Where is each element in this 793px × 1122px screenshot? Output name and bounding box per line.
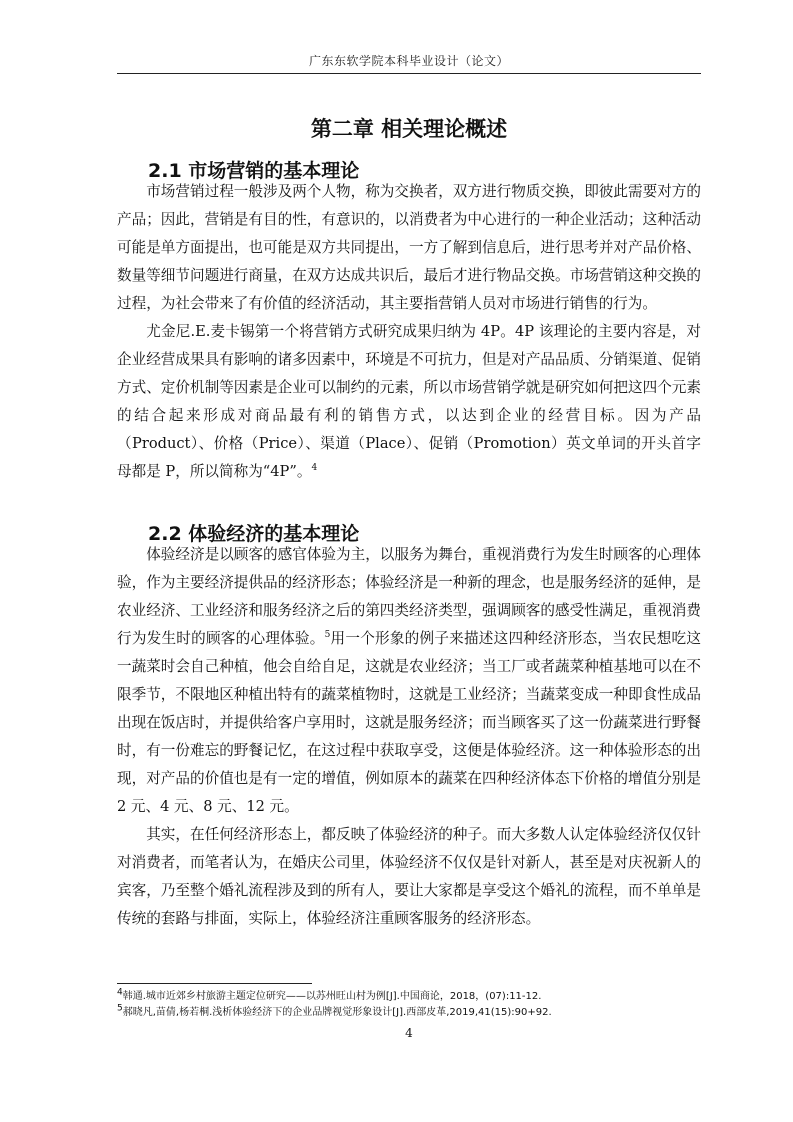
footnotes [117, 989, 707, 1021]
paragraph: 其实，在任何经济形态上，都反映了体验经济的种子。而大多数人认定体验经济仅仅针对消费者，而笔者认为，在婚庆公司里，体验经济不仅仅是针对新人，甚至是对庆祝新人的宾客，乃至整个婚礼流程涉及到的所有人，要让大家都是享受这个婚礼的流程，而不单单是传统的套路与排面，实际上，体验经济注重顾客服务的经济形态。 [117, 826, 701, 927]
header-rule [117, 73, 701, 74]
paragraph-text: 体验经济是以顾客的感官体验为主，以服务为舞台，重视消费行为发生时顾客的心理体验，作为主要经济提供品的经济形态；体验经济是一种新的理念，也是服务经济的延伸，是农业经济、工业经济和服务经济之后的第四类经济类型，强调顾客的感受性满足，重视消费行为发生时的顾客的心理体验。 [117, 546, 701, 647]
footnote-mark: 4 [117, 987, 123, 998]
footnote-ref: 5 [324, 630, 331, 641]
footnote-rule [117, 983, 312, 984]
footnote-mark: 5 [117, 1003, 123, 1014]
section-heading-2-2: 2.2 体验经济的基本理论 [148, 523, 360, 545]
footnote-text: 郝晓凡,苗倩,杨若桐.浅析体验经济下的企业品牌视觉形象设计[J].西部皮革,2019,41(15):90+92. [122, 1007, 552, 1018]
footnote-text: 韩通.城市近郊乡村旅游主题定位研究——以苏州旺山村为例[J].中国商论，2018，(07):11-12. [122, 991, 542, 1002]
paragraph [117, 318, 701, 486]
paragraph [117, 541, 701, 821]
footnote [117, 989, 707, 1005]
paragraph-text: 尤金尼.E.麦卡锡第一个将营销方式研究成果归纳为 4P。4P 该理论的主要内容是，对企业经营成果具有影响的诸多因素中，环境是不可抗力，但是对产品品质、分销渠道、促销方式、定价机制等因素是企业可以制约的元素，所以市场营销学就是研究如何把这四个元素的结合起来形成对商品最有利的销售方式，以达到企业的经营目标。因为产品（Product）、价格（Price）、渠道（Place）、促销（Promotion）英文单词的开头首字母都是 P，所以简称为“4P”。 [117, 323, 701, 480]
paragraph: 市场营销过程一般涉及两个人物，称为交换者，双方进行物质交换，即彼此需要对方的产品；因此，营销是有目的性，有意识的，以消费者为中心进行的一种企业活动；这种活动可能是单方面提出，也可能是双方共同提出，一方了解到信息后，进行思考并对产品价格、数量等细节问题进行商量，在双方达成共识后，最后才进行物品交换。市场营销这种交换的过程，为社会带来了有价值的经济活动，其主要指营销人员对市场进行销售的行为。 [117, 183, 701, 312]
section-2-2-body [117, 541, 701, 933]
paragraph-text: 用一个形象的例子来描述这四种经济形态，当农民想吃这一蔬菜时会自己种植，他会自给自足，这就是农业经济；当工厂或者蔬菜种植基地可以在不限季节，不限地区种植出特有的蔬菜植物时，这就是工业经济；当蔬菜变成一种即食性成品出现在饭店时，并提供给客户享用时，这就是服务经济；而当顾客买了这一份蔬菜进行野餐时，有一份难忘的野餐记忆，在这过程中获取享受，这便是体验经济。这一种体验形态的出现，对产品的价值也是有一定的增值，例如原本的蔬菜在四种经济体态下价格的增值分别是 2 元、4 元、8 元、12 元。 [117, 630, 701, 815]
page-number: 4 [405, 1026, 413, 1040]
running-header: 广东东软学院本科毕业设计（论文） [308, 54, 509, 68]
chapter-title: 第二章 相关理论概述 [310, 117, 508, 141]
section-heading-2-1: 2.1 市场营销的基本理论 [148, 160, 360, 182]
footnote-ref: 4 [311, 463, 318, 474]
footnote [117, 1005, 707, 1021]
section-2-1-body [117, 178, 701, 486]
